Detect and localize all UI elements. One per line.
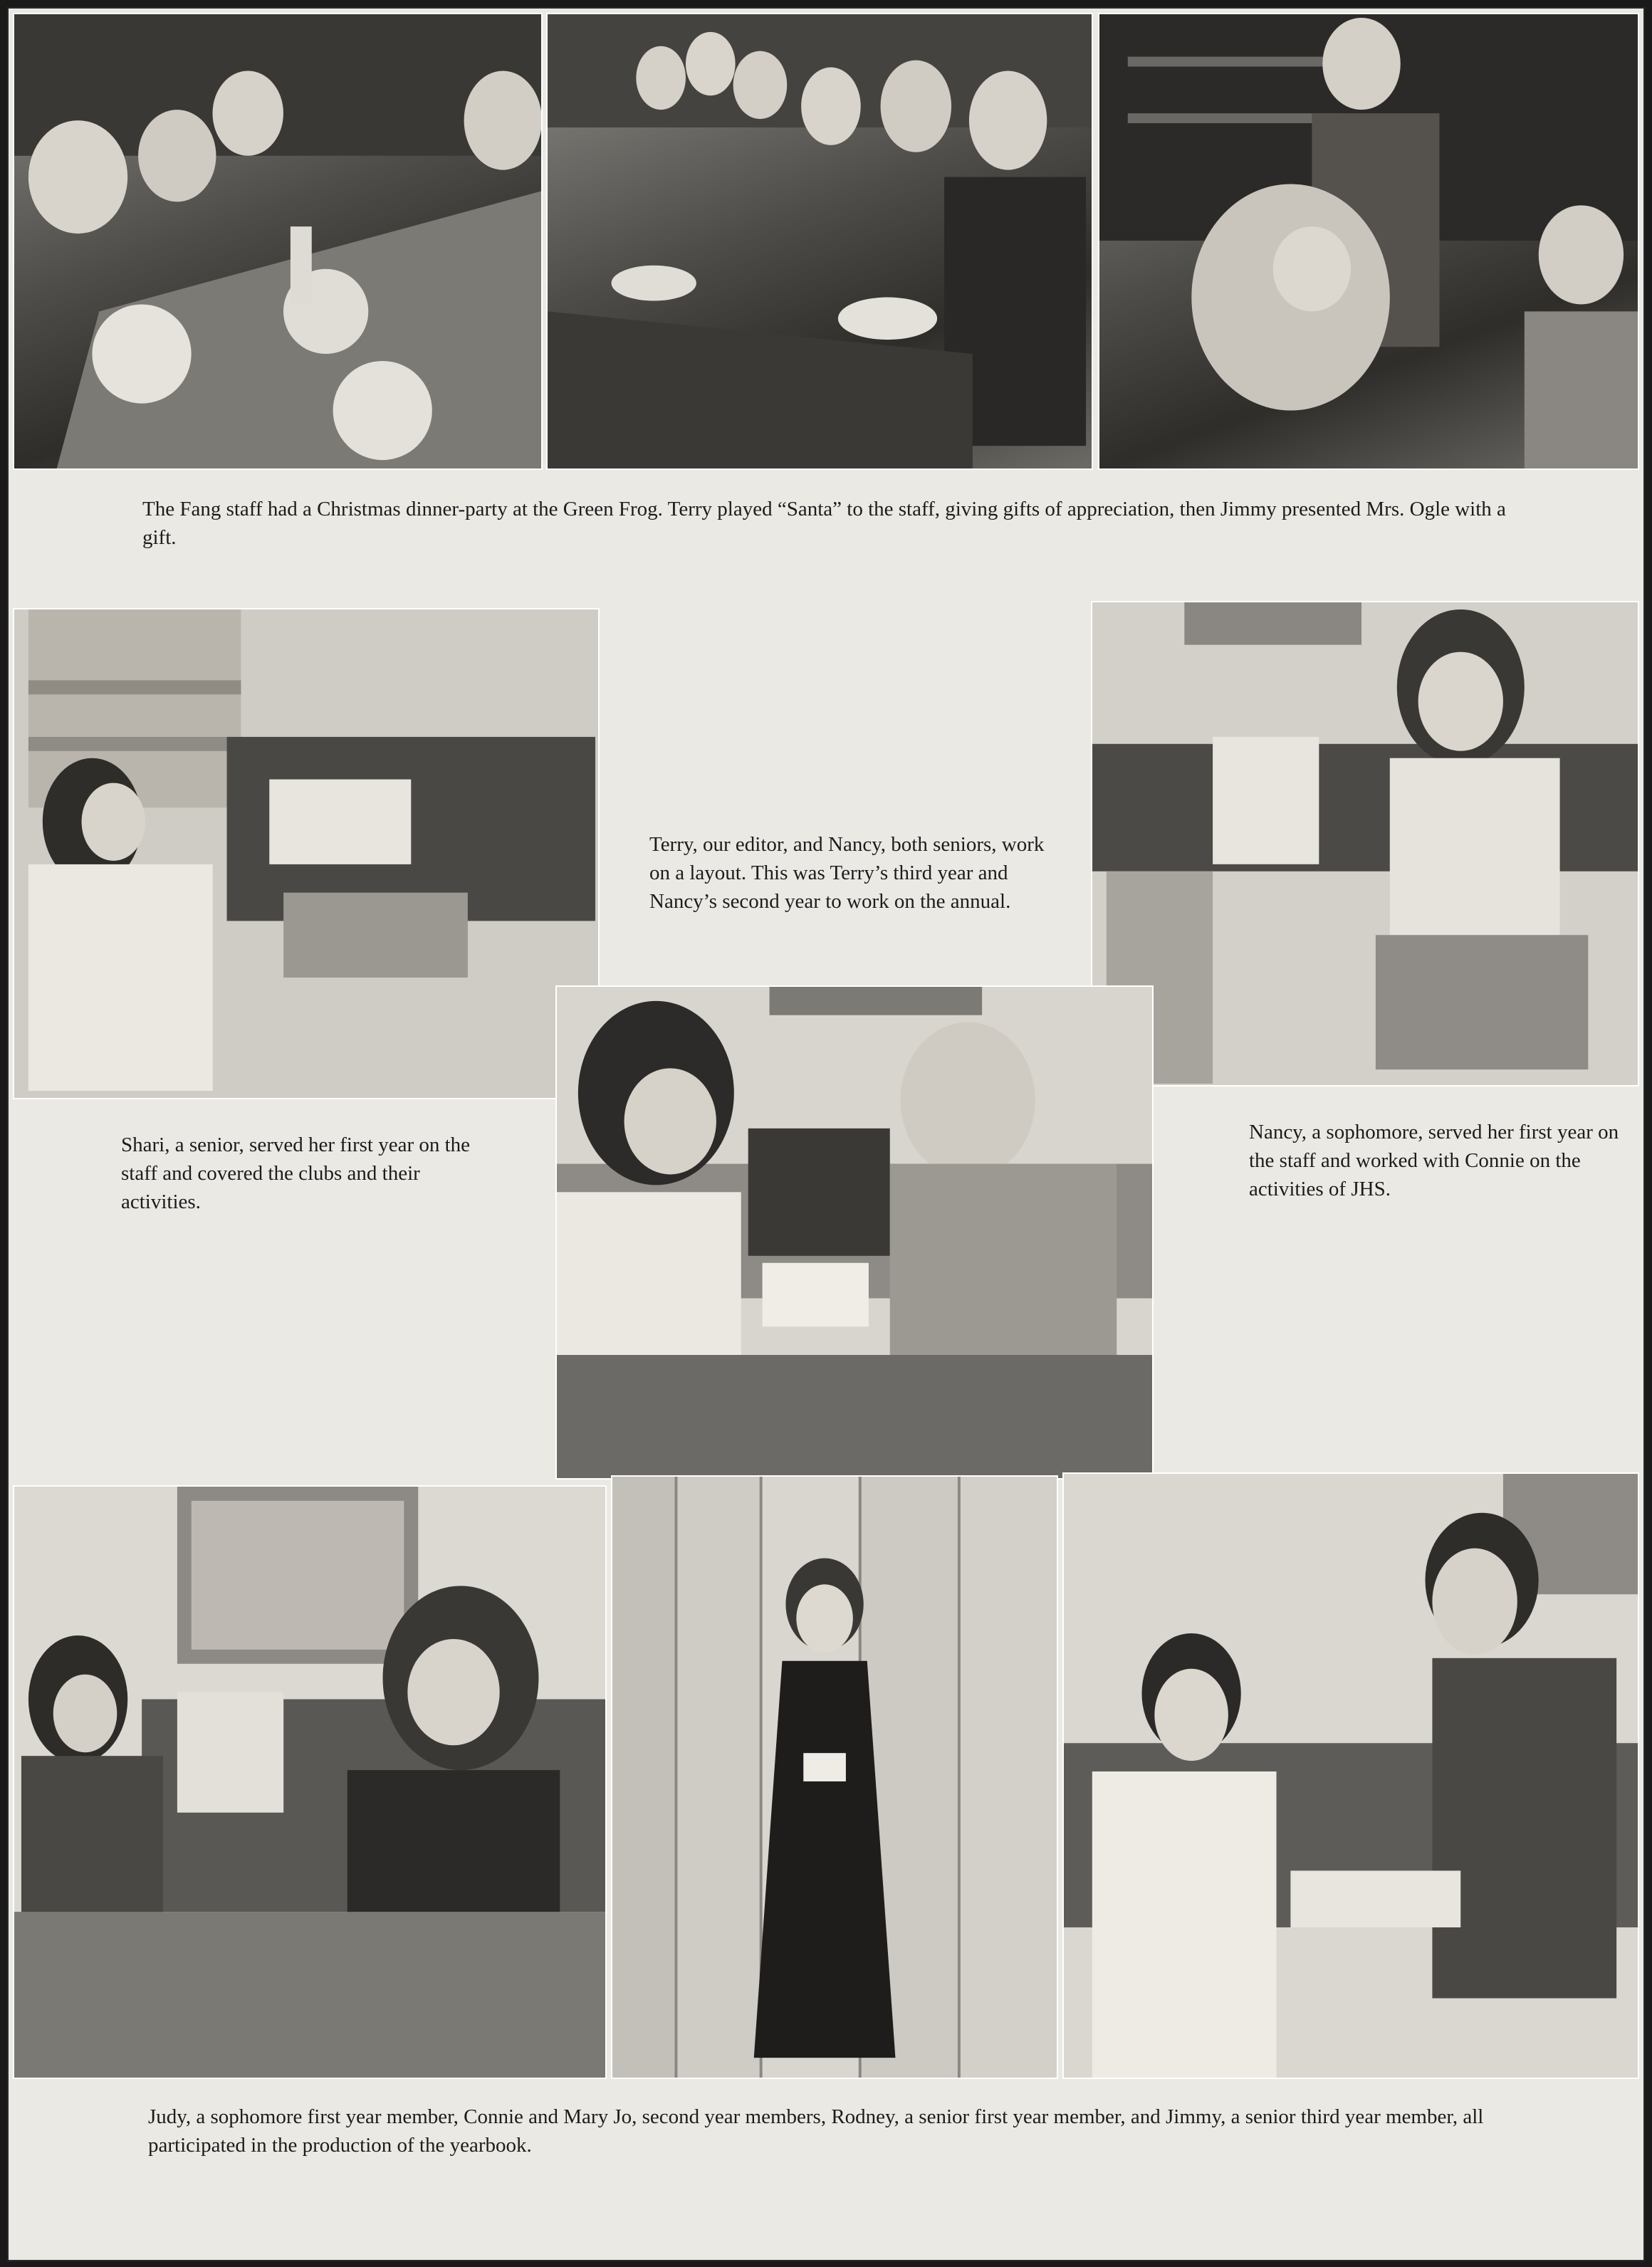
photo-nancy-at-desk [1091,601,1639,1087]
photo-shari-at-desk [13,608,600,1099]
photo-rodney-jimmy [1062,1472,1639,2079]
photo-terry-nancy-layout [555,985,1154,1480]
photo-dinner-party-girls-art [548,14,1092,468]
yearbook-page [7,7,1645,2261]
photo-judy-connie-desk-art [14,1487,605,2078]
caption-christmas-party: The Fang staff had a Christmas dinner-party at the Green Frog. Terry played “Santa” to the staff, giving gifts of appreciation, then Jimmy presented Mrs. Ogle with a gift. [142,498,1506,549]
photo-dinner-party-table-art [14,14,541,468]
photo-jimmy-gift-mrs-ogle-art [1099,14,1638,468]
caption-layout: Terry, our editor, and Nancy, both seniors, work on a layout. This was Terry’s third year and Nancy’s second year to work on the annual. [649,833,1045,913]
photo-rodney-jimmy-art [1064,1474,1638,2078]
photo-terry-nancy-layout-art [557,987,1152,1478]
photo-shari-at-desk-art [14,609,598,1098]
caption-shari: Shari, a senior, served her first year on the staff and covered the clubs and their activities. [121,1134,471,1213]
photo-dinner-party-table [13,13,543,470]
photo-dinner-party-girls [546,13,1093,470]
photo-mary-jo-lockers [611,1475,1058,2079]
photo-jimmy-gift-mrs-ogle [1098,13,1639,470]
photo-nancy-at-desk-art [1092,602,1638,1085]
photo-judy-connie-desk [13,1485,607,2079]
photo-mary-jo-lockers-art [612,1477,1057,2078]
caption-members: Judy, a sophomore first year member, Connie and Mary Jo, second year members, Rodney, a senior first year member, and Jimmy, a senior third year member, all participated in the production of the yearbook. [148,2105,1484,2157]
caption-nancy-sophomore: Nancy, a sophomore, served her first year on the staff and worked with Connie on the activities of JHS. [1249,1121,1619,1200]
